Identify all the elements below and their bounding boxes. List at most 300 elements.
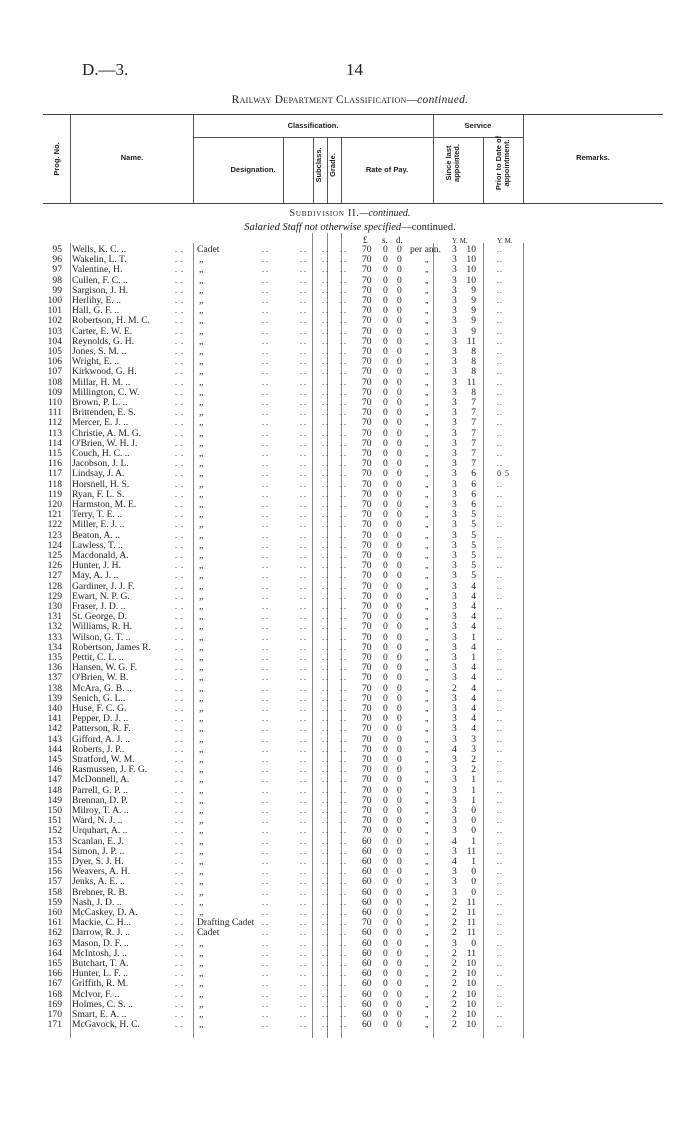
row-pay-pence: 0 [397,529,402,541]
row-service-years: 3 [452,539,457,551]
row-leader: . . [300,469,306,479]
row-service-months: 7 [471,437,476,449]
row-pay-pence: 0 [397,417,402,429]
row-pay-shillings: 0 [383,631,388,643]
row-pay-unit: „ [425,908,429,917]
row-leader: . . [262,602,268,611]
row-name: Brennan, D. P. [72,794,128,806]
table-title [0,94,700,106]
row-leader: . . [300,245,306,254]
row-pay-pounds: 70 [362,254,372,266]
col-prog-no: Prog. No. [52,142,61,176]
row-service-years: 2 [452,917,457,929]
col-grade: Grade. [328,153,337,177]
row-pay-unit: „ [425,275,429,285]
row-leader: . . [262,316,268,326]
row-name: Stratford, W. M. [72,754,135,765]
row-prior-service: .. [497,857,503,866]
row-name: Millington, C. W. [72,386,140,398]
row-leader: . . [322,938,328,948]
row-leader: . . [175,969,184,979]
row-pay-shillings: 0 [383,692,388,704]
row-prog-no: 101 [47,305,62,317]
row-leader: . . [175,846,184,856]
row-name: McIvor, F. .. [72,988,120,1000]
row-pay-pence: 0 [397,478,402,490]
row-leader: . . [340,398,346,407]
row-designation: „ [199,988,204,1000]
row-leader: . . [262,489,268,499]
row-service-years: 3 [452,295,457,306]
table-row [0,265,700,275]
row-service-months: 11 [466,376,476,388]
row-leader: . . [322,591,328,601]
row-leader: . . [300,979,306,989]
row-pay-shillings: 0 [383,264,388,276]
row-pay-unit: „ [425,948,429,958]
row-pay-unit: „ [425,806,429,815]
row-pay-shillings: 0 [383,682,388,694]
row-pay-shillings: 0 [383,488,388,500]
row-prog-no: 114 [47,437,62,449]
row-service-months: 1 [471,835,476,847]
row-pay-shillings: 0 [383,346,388,357]
row-prior-service: .. [497,816,503,826]
row-leader: . . [175,326,184,336]
row-service-months: 2 [471,754,476,765]
row-leader: . . [300,765,306,775]
row-prog-no: 145 [47,754,62,765]
row-pay-pence: 0 [397,713,402,725]
row-leader: . . [175,836,184,846]
row-pay-pounds: 60 [362,988,372,1000]
row-prior-service: .. [497,530,503,540]
row-leader: . . [322,540,328,550]
row-pay-pounds: 60 [362,978,372,990]
row-leader: . . [262,959,268,968]
row-prior-service: .. [497,591,503,601]
row-pay-unit: „ [425,775,429,785]
row-pay-unit: „ [425,316,429,326]
row-designation: „ [199,509,204,521]
row-service-months: 0 [471,805,476,816]
row-pay-unit: „ [425,622,429,632]
row-leader: . . [262,806,268,815]
row-leader: . . [175,785,184,795]
row-pay-pence: 0 [397,499,402,510]
row-pay-unit: per ann. [410,244,441,255]
row-service-years: 3 [452,580,457,592]
row-name: Wells, K. C. .. [72,244,127,255]
row-leader: . . [262,785,268,795]
row-leader: . . [262,846,268,856]
row-leader: . . [340,897,346,907]
row-leader: . . [175,255,184,265]
row-service-years: 3 [452,784,457,796]
row-designation: „ [199,998,204,1010]
row-pay-pounds: 60 [362,835,372,847]
row-designation: „ [199,590,204,602]
col-prior-to-date: Prior to Date of appointment. [494,135,511,191]
row-service-months: 0 [471,886,476,898]
row-leader: . . [340,428,346,438]
row-name: Roberts, J. P.. [72,743,125,755]
row-pay-shillings: 0 [383,866,388,878]
row-prior-service: .. [497,653,503,662]
row-designation: „ [199,499,204,510]
row-pay-pence: 0 [397,958,402,969]
row-prog-no: 129 [47,590,62,602]
row-designation: „ [199,366,204,378]
col-remarks: Remarks. [576,153,610,162]
row-prior-service: .. [497,663,503,673]
row-service-months: 8 [471,346,476,357]
row-leader: . . [262,887,268,897]
row-pay-unit: „ [425,581,429,591]
row-service-months: 2 [471,764,476,776]
row-leader: . . [322,897,328,907]
row-pay-unit: „ [425,367,429,377]
row-pay-unit: „ [425,826,429,836]
row-leader: . . [175,1010,184,1019]
row-leader: . . [322,500,328,509]
row-prog-no: 148 [47,784,62,796]
row-leader: . . [262,979,268,989]
row-leader: . . [262,296,268,305]
row-leader: . . [300,520,306,530]
row-pay-pounds: 60 [362,1009,372,1020]
row-leader: . . [340,755,346,764]
row-designation: „ [199,376,204,388]
row-name: Gardiner, J. J. F. [72,580,135,592]
row-name: Nash, J. D. .. [72,896,122,908]
row-pay-pounds: 70 [362,652,372,663]
row-leader: . . [262,520,268,530]
row-prior-service: .. [497,489,503,499]
row-pay-unit: „ [425,714,429,724]
row-pay-unit: „ [425,326,429,336]
row-service-years: 3 [452,764,457,776]
row-designation: „ [199,427,204,439]
row-service-months: 1 [471,784,476,796]
row-leader: . . [300,316,306,326]
row-prog-no: 118 [47,478,62,490]
row-pay-pounds: 70 [362,723,372,735]
row-pay-unit: „ [425,887,429,897]
row-leader: . . [340,948,346,958]
row-leader: . . [300,918,306,928]
row-pay-pounds: 70 [362,468,372,480]
row-leader: . . [175,918,184,928]
row-pay-shillings: 0 [383,988,388,1000]
row-pay-shillings: 0 [383,254,388,266]
row-prog-no: 110 [47,397,62,408]
row-service-months: 3 [471,733,476,745]
row-pay-unit: „ [425,795,429,805]
row-leader: . . [300,255,306,265]
row-service-years: 3 [452,519,457,531]
row-pay-pence: 0 [397,652,402,663]
row-leader: . . [340,438,346,448]
row-service-years: 3 [452,315,457,327]
row-pay-unit: „ [425,765,429,775]
row-prior-service: .. [497,347,503,356]
row-pay-shillings: 0 [383,519,388,531]
row-leader: . . [300,296,306,305]
row-leader: . . [322,479,328,489]
row-service-years: 3 [452,437,457,449]
row-leader: . . [300,989,306,999]
row-leader: . . [340,245,346,254]
row-service-months: 11 [466,927,476,939]
row-leader: . . [322,979,328,989]
row-service-years: 3 [452,366,457,378]
row-prior-service: .. [497,642,503,652]
row-pay-pounds: 60 [362,907,372,918]
row-pay-unit: „ [425,724,429,734]
row-pay-pounds: 60 [362,866,372,878]
row-pay-pence: 0 [397,376,402,388]
row-prog-no: 135 [47,652,62,663]
row-pay-unit: „ [425,857,429,866]
row-leader: . . [262,816,268,826]
row-pay-shillings: 0 [383,335,388,347]
row-leader: . . [300,326,306,336]
row-leader: . . [175,245,184,254]
row-service-months: 10 [466,968,476,980]
row-designation: „ [199,1019,204,1031]
row-pay-shillings: 0 [383,937,388,949]
row-leader: . . [262,775,268,785]
row-prog-no: 108 [47,376,62,388]
row-pay-shillings: 0 [383,784,388,796]
row-leader: . . [300,653,306,662]
row-prog-no: 121 [47,509,62,521]
document-reference: D.—3. [82,60,129,79]
row-pay-unit: „ [425,999,429,1009]
row-leader: . . [175,510,184,520]
row-leader: . . [262,357,268,367]
table-row [0,775,700,785]
row-name: McCaskey, D. A. [72,907,138,918]
row-pay-pence: 0 [397,366,402,378]
row-designation: „ [199,641,204,653]
row-leader: . . [262,877,268,887]
row-pay-shillings: 0 [383,825,388,837]
row-pay-pence: 0 [397,458,402,470]
row-leader: . . [322,877,328,887]
row-pay-pounds: 70 [362,478,372,490]
row-name: Beaton, A. .. [72,529,120,541]
row-leader: . . [322,347,328,356]
row-pay-pounds: 60 [362,947,372,959]
row-leader: . . [262,418,268,428]
row-leader: . . [322,744,328,754]
row-name: Smart, E. A. .. [72,1009,127,1020]
staff-heading-suffix: —continued. [401,222,456,233]
row-pay-unit: „ [425,602,429,611]
row-pay-shillings: 0 [383,652,388,663]
row-leader: . . [175,683,184,693]
row-pay-pounds: 70 [362,529,372,541]
table-row [0,418,700,428]
row-leader: . . [175,530,184,540]
row-leader: . . [262,510,268,520]
row-leader: . . [262,734,268,744]
row-name: Wakelin, L. T. [72,254,127,266]
row-designation: „ [199,764,204,776]
row-leader: . . [262,908,268,917]
row-leader: . . [340,979,346,989]
row-leader: . . [340,683,346,693]
row-name: Sargison, J. H. [72,284,129,296]
row-prog-no: 136 [47,662,62,674]
row-pay-pence: 0 [397,519,402,531]
row-leader: . . [262,653,268,662]
row-designation: „ [199,611,204,623]
row-pay-pounds: 60 [362,845,372,857]
row-leader: . . [262,663,268,673]
row-pay-shillings: 0 [383,733,388,745]
row-leader: . . [262,500,268,509]
row-prior-service: .. [497,775,503,785]
row-designation: „ [199,417,204,429]
row-service-years: 2 [452,1009,457,1020]
row-leader: . . [262,724,268,734]
row-leader: . . [262,673,268,683]
row-leader: . . [340,285,346,295]
row-name: Scanlan, E. J. [72,835,124,847]
row-pay-pence: 0 [397,845,402,857]
row-prior-service: .. [497,438,503,448]
row-designation: „ [199,407,204,419]
row-leader: . . [322,989,328,999]
row-leader: . . [175,540,184,550]
row-pay-shillings: 0 [383,672,388,684]
row-pay-pence: 0 [397,784,402,796]
row-pay-unit: „ [425,642,429,652]
row-designation: „ [199,478,204,490]
row-leader: . . [300,969,306,979]
row-pay-shillings: 0 [383,295,388,306]
row-leader: . . [322,469,328,479]
row-leader: . . [300,816,306,826]
row-leader: . . [340,336,346,346]
row-leader: . . [322,581,328,591]
row-service-months: 5 [471,519,476,531]
row-pay-shillings: 0 [383,703,388,714]
row-pay-shillings: 0 [383,815,388,827]
row-name: Herlihy, E. .. [72,295,121,306]
row-designation: „ [199,978,204,990]
row-leader: . . [300,530,306,540]
row-name: Ryan, F. L. S. [72,488,125,500]
row-service-years: 3 [452,621,457,633]
row-name: Weavers, A. H. [72,866,131,878]
table-row [0,724,700,734]
row-pay-pounds: 70 [362,437,372,449]
row-leader: . . [262,969,268,979]
row-leader: . . [300,744,306,754]
row-pay-pence: 0 [397,835,402,847]
row-service-years: 3 [452,845,457,857]
row-leader: . . [322,551,328,560]
row-pay-shillings: 0 [383,998,388,1010]
row-pay-unit: „ [425,979,429,989]
row-prior-service: .. [497,836,503,846]
row-pay-pounds: 60 [362,886,372,898]
row-pay-pence: 0 [397,896,402,908]
row-leader: . . [300,948,306,958]
row-leader: . . [340,826,346,836]
row-prog-no: 107 [47,366,62,378]
row-service-years: 3 [452,713,457,725]
row-leader: . . [300,826,306,836]
row-pay-pence: 0 [397,631,402,643]
row-leader: . . [322,775,328,785]
row-pay-shillings: 0 [383,978,388,990]
row-name: Simon, J. P. .. [72,845,125,857]
row-pay-pence: 0 [397,274,402,286]
row-service-months: 4 [471,641,476,653]
row-pay-shillings: 0 [383,947,388,959]
row-leader: . . [300,285,306,295]
row-service-years: 3 [452,886,457,898]
row-leader: . . [175,571,184,581]
row-leader: . . [322,316,328,326]
row-pay-shillings: 0 [383,896,388,908]
row-leader: . . [322,377,328,387]
row-name: Hunter, J. H. [72,560,121,572]
row-leader: . . [340,561,346,571]
table-row [0,316,700,326]
row-prog-no: 159 [47,896,62,908]
row-leader: . . [300,438,306,448]
row-service-years: 3 [452,346,457,357]
row-pay-pence: 0 [397,866,402,878]
row-prog-no: 168 [47,988,62,1000]
row-prog-no: 124 [47,539,62,551]
row-leader: . . [175,449,184,458]
row-service-years: 2 [452,682,457,694]
row-leader: . . [322,693,328,703]
row-leader: . . [322,857,328,866]
row-leader: . . [340,612,346,622]
row-service-months: 7 [471,458,476,470]
row-prog-no: 167 [47,978,62,990]
row-pay-pence: 0 [397,886,402,898]
row-leader: . . [340,663,346,673]
row-prior-service: .. [497,734,503,744]
row-designation: „ [199,805,204,816]
row-leader: . . [340,714,346,724]
row-pay-pounds: 70 [362,376,372,388]
row-leader: . . [300,275,306,285]
row-prior-service: .. [497,1010,503,1019]
row-leader: . . [322,398,328,407]
row-prior-service: .. [497,459,503,469]
row-name: Griffith, R. M. [72,978,129,990]
row-leader: . . [340,999,346,1009]
row-pay-unit: „ [425,877,429,887]
table-row [0,1020,700,1030]
row-name: McIntosh, J. .. [72,947,127,959]
row-leader: . . [340,489,346,499]
row-service-months: 8 [471,356,476,368]
row-prior-service: .. [497,408,503,418]
row-leader: . . [340,775,346,785]
row-leader: . . [262,765,268,775]
